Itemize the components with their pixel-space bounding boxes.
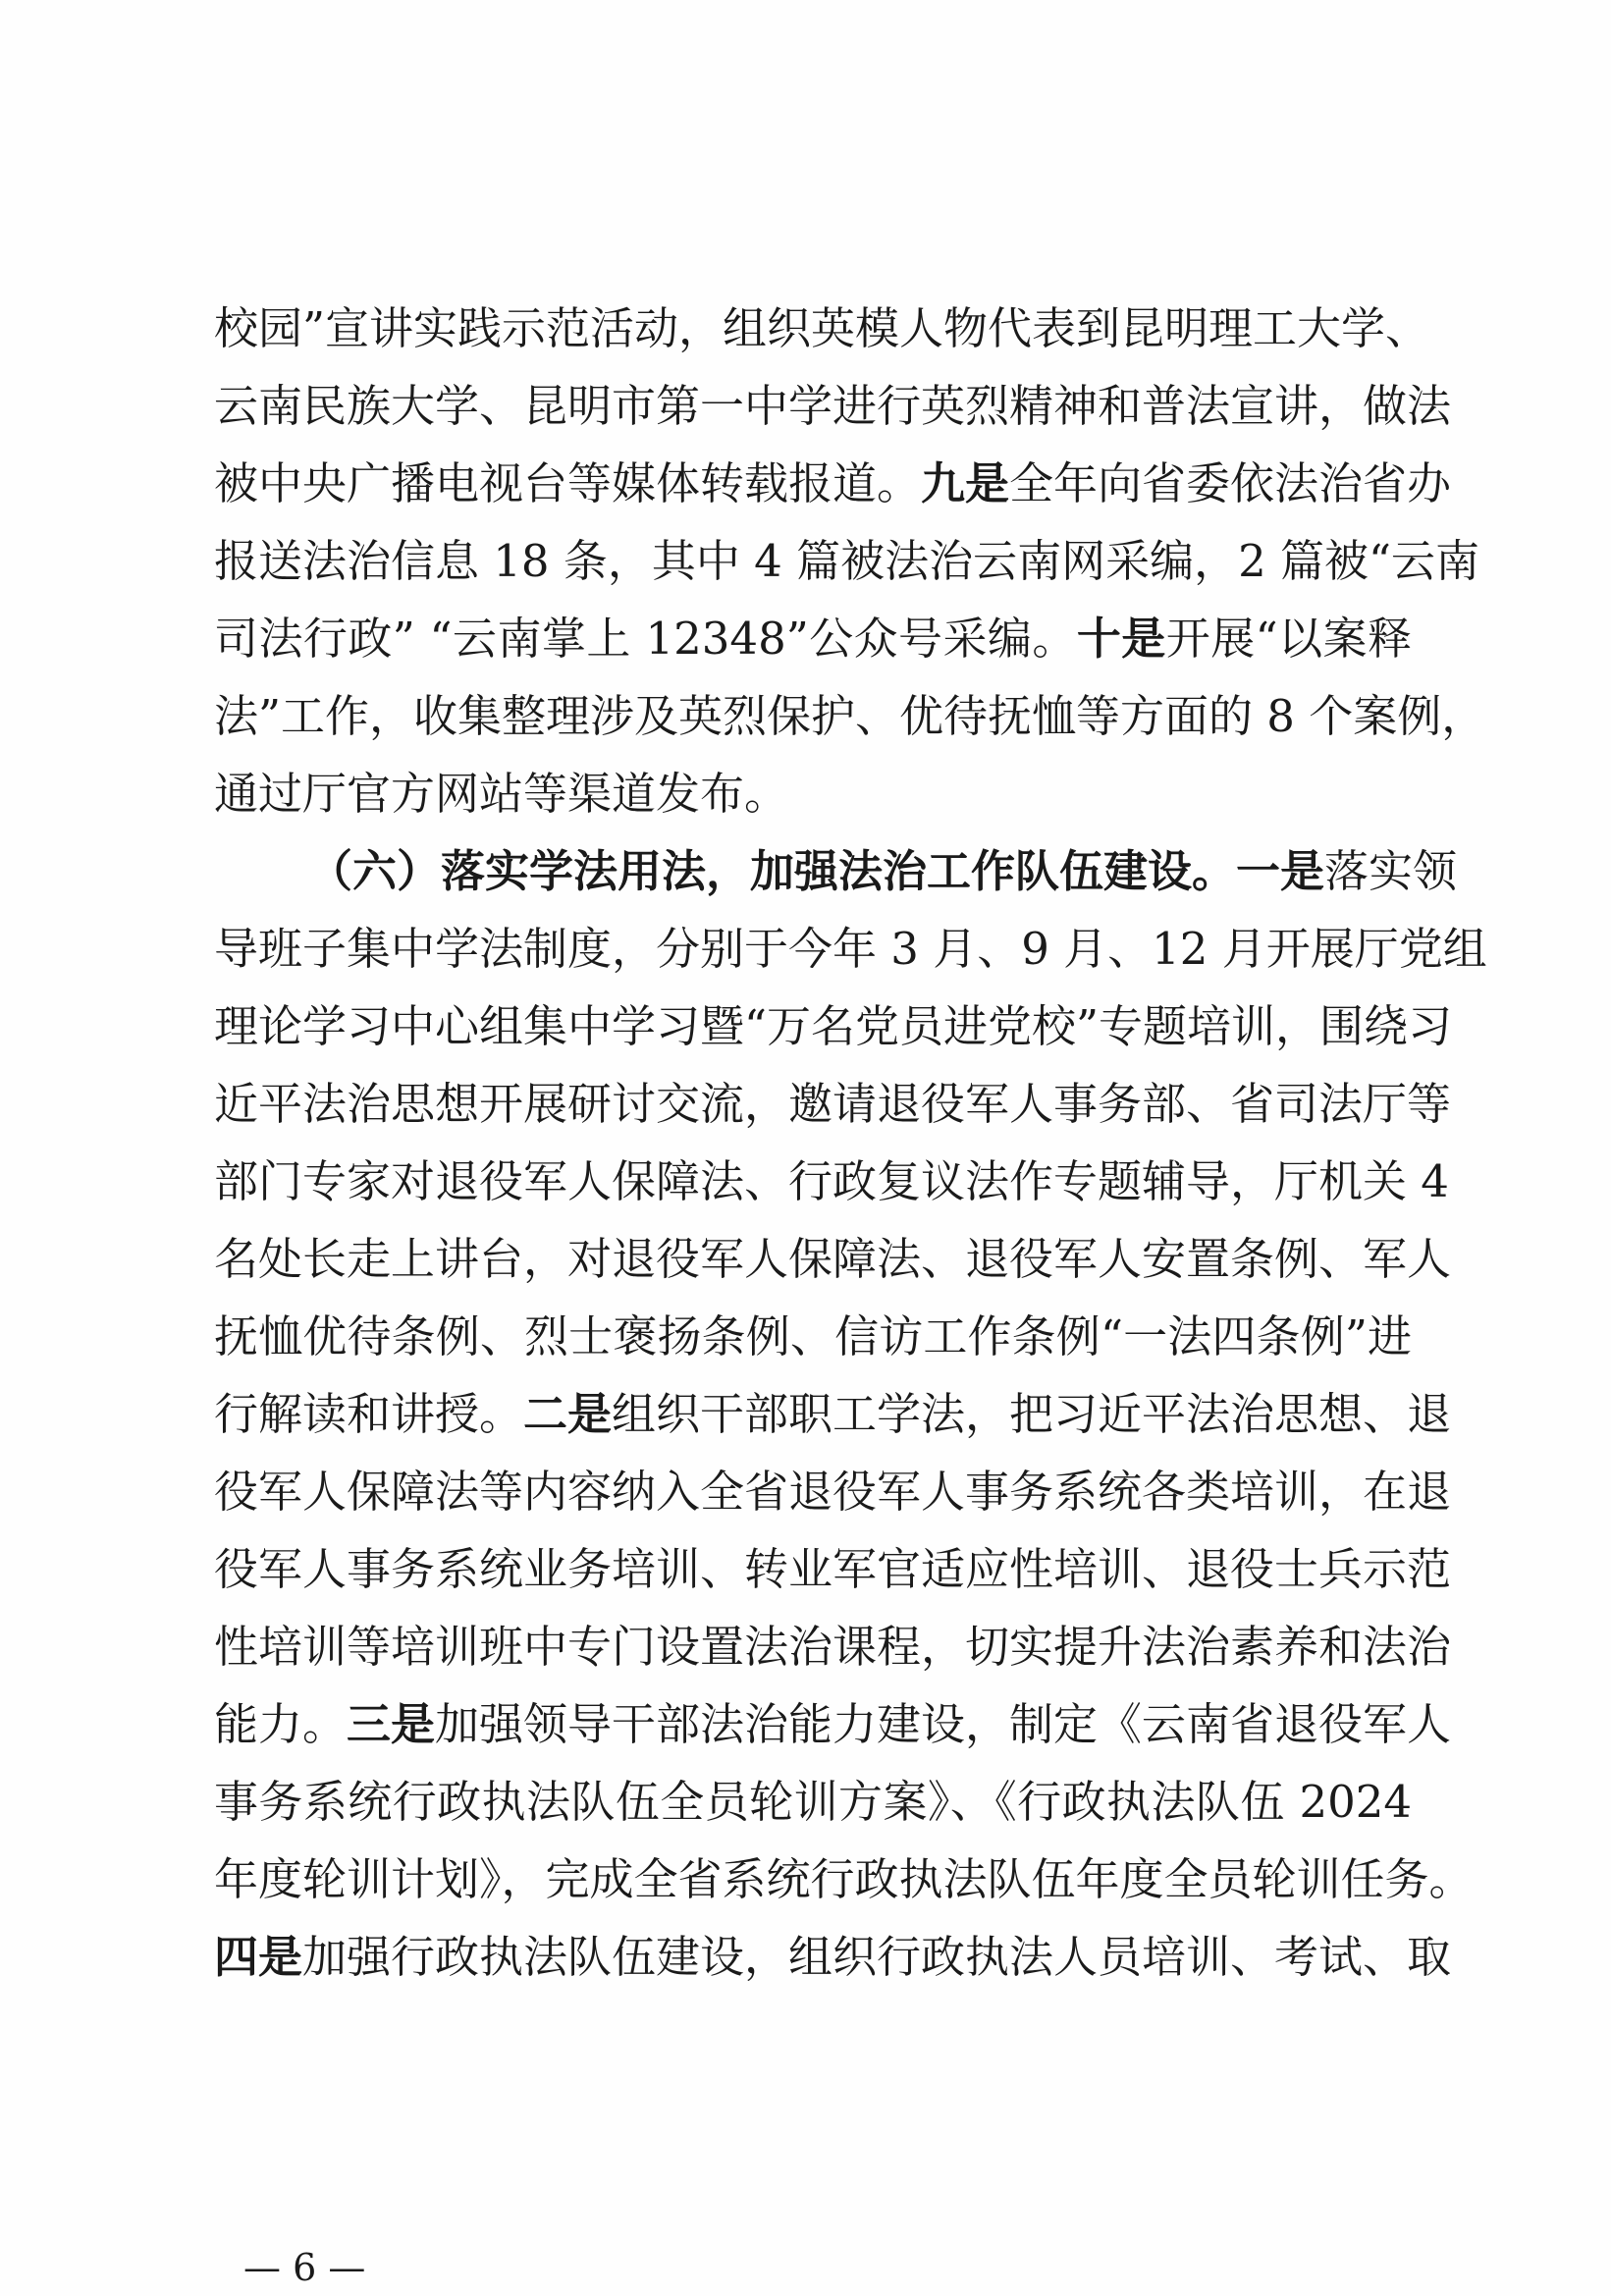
text-run: 加强领导干部法治能力建设，制定《云南省退役军人 xyxy=(435,1698,1452,1750)
text-line xyxy=(214,600,1412,677)
text-line xyxy=(214,522,1480,600)
text-run: 导班子集中学法制度，分别于今年 3 月、9 月、12 月开展厅党组 xyxy=(214,923,1487,975)
text-run: 法”工作，收集整理涉及英烈保护、优待抚恤等方面的 8 个案例， xyxy=(214,690,1486,742)
text-line xyxy=(214,988,1453,1065)
text-run: 行解读和讲授。 xyxy=(214,1388,524,1440)
text-run: 云南民族大学、昆明市第一中学进行英烈精神和普法宣讲，做法 xyxy=(214,380,1452,432)
text-line xyxy=(214,1841,1474,1918)
text-run: 近平法治思想开展研讨交流，邀请退役军人事务部、省司法厅等 xyxy=(214,1078,1452,1130)
text-run: 加强行政执法队伍建设，组织行政执法人员培训、考试、取 xyxy=(302,1931,1452,1983)
bold-text-run: 三是 xyxy=(347,1698,436,1750)
text-line xyxy=(214,677,1486,755)
bold-text-run: 十是 xyxy=(1076,613,1166,665)
text-run: 部门专家对退役军人保障法、行政复议法作专题辅导，厅机关 4 xyxy=(214,1155,1449,1207)
text-line xyxy=(214,1065,1452,1143)
text-line xyxy=(214,1685,1452,1763)
text-line xyxy=(214,1298,1412,1375)
text-run: 全年向省委依法治省办 xyxy=(1009,457,1452,509)
text-line xyxy=(214,445,1452,522)
text-line xyxy=(214,1763,1412,1841)
text-run: 开展“以案释 xyxy=(1165,613,1412,665)
text-run: 通过厅官方网站等渠道发布。 xyxy=(214,768,789,820)
text-run: 校园”宣讲实践示范活动，组织英模人物代表到昆明理工大学、 xyxy=(214,302,1430,354)
text-run: 落实领 xyxy=(1324,845,1458,897)
text-line xyxy=(214,1220,1452,1298)
text-run: 性培训等培训班中专门设置法治课程，切实提升法治素养和法治 xyxy=(214,1621,1452,1673)
text-run: 名处长走上讲台，对退役军人保障法、退役军人安置条例、军人 xyxy=(214,1233,1452,1285)
text-run: 报送法治信息 18 条，其中 4 篇被法治云南网采编，2 篇被“云南 xyxy=(214,535,1480,587)
text-line xyxy=(214,1143,1449,1220)
text-run: 组织干部职工学法，把习近平法治思想、退 xyxy=(612,1388,1452,1440)
text-run: 被中央广播电视台等媒体转载报道。 xyxy=(214,457,922,509)
text-line xyxy=(214,832,1458,910)
bold-text-run: 四是 xyxy=(214,1931,303,1983)
text-run: 年度轮训计划》，完成全省系统行政执法队伍年度全员轮训任务。 xyxy=(214,1853,1474,1905)
text-line xyxy=(214,1453,1452,1530)
body-text xyxy=(214,290,1487,1996)
page-number: — 6 — xyxy=(243,2246,366,2289)
bold-text-run: 九是 xyxy=(921,457,1010,509)
text-run: 役军人事务系统业务培训、转业军官适应性培训、退役士兵示范 xyxy=(214,1543,1452,1595)
text-run: 能力。 xyxy=(214,1698,348,1750)
text-line xyxy=(214,1608,1452,1685)
text-run: 役军人保障法等内容纳入全省退役军人事务系统各类培训，在退 xyxy=(214,1466,1452,1518)
text-line xyxy=(214,290,1430,367)
text-run: 司法行政” “云南掌上 12348”公众号采编。 xyxy=(214,613,1077,665)
text-line xyxy=(214,367,1452,445)
text-run: 抚恤优待条例、烈士褒扬条例、信访工作条例“一法四条例”进 xyxy=(214,1310,1412,1362)
bold-text-run: （六）落实学法用法，加强法治工作队伍建设。 xyxy=(308,845,1237,897)
bold-text-run: 二是 xyxy=(523,1388,613,1440)
text-run: 事务系统行政执法队伍全员轮训方案》、《行政执法队伍 2024 xyxy=(214,1776,1412,1828)
text-line xyxy=(214,910,1487,988)
text-run: 理论学习中心组集中学习暨“万名党员进党校”专题培训，围绕习 xyxy=(214,1000,1453,1052)
text-line xyxy=(214,1918,1452,1996)
text-line xyxy=(214,755,1412,832)
text-line xyxy=(214,1530,1452,1608)
bold-text-run: 一是 xyxy=(1236,845,1325,897)
text-line xyxy=(214,1375,1452,1453)
